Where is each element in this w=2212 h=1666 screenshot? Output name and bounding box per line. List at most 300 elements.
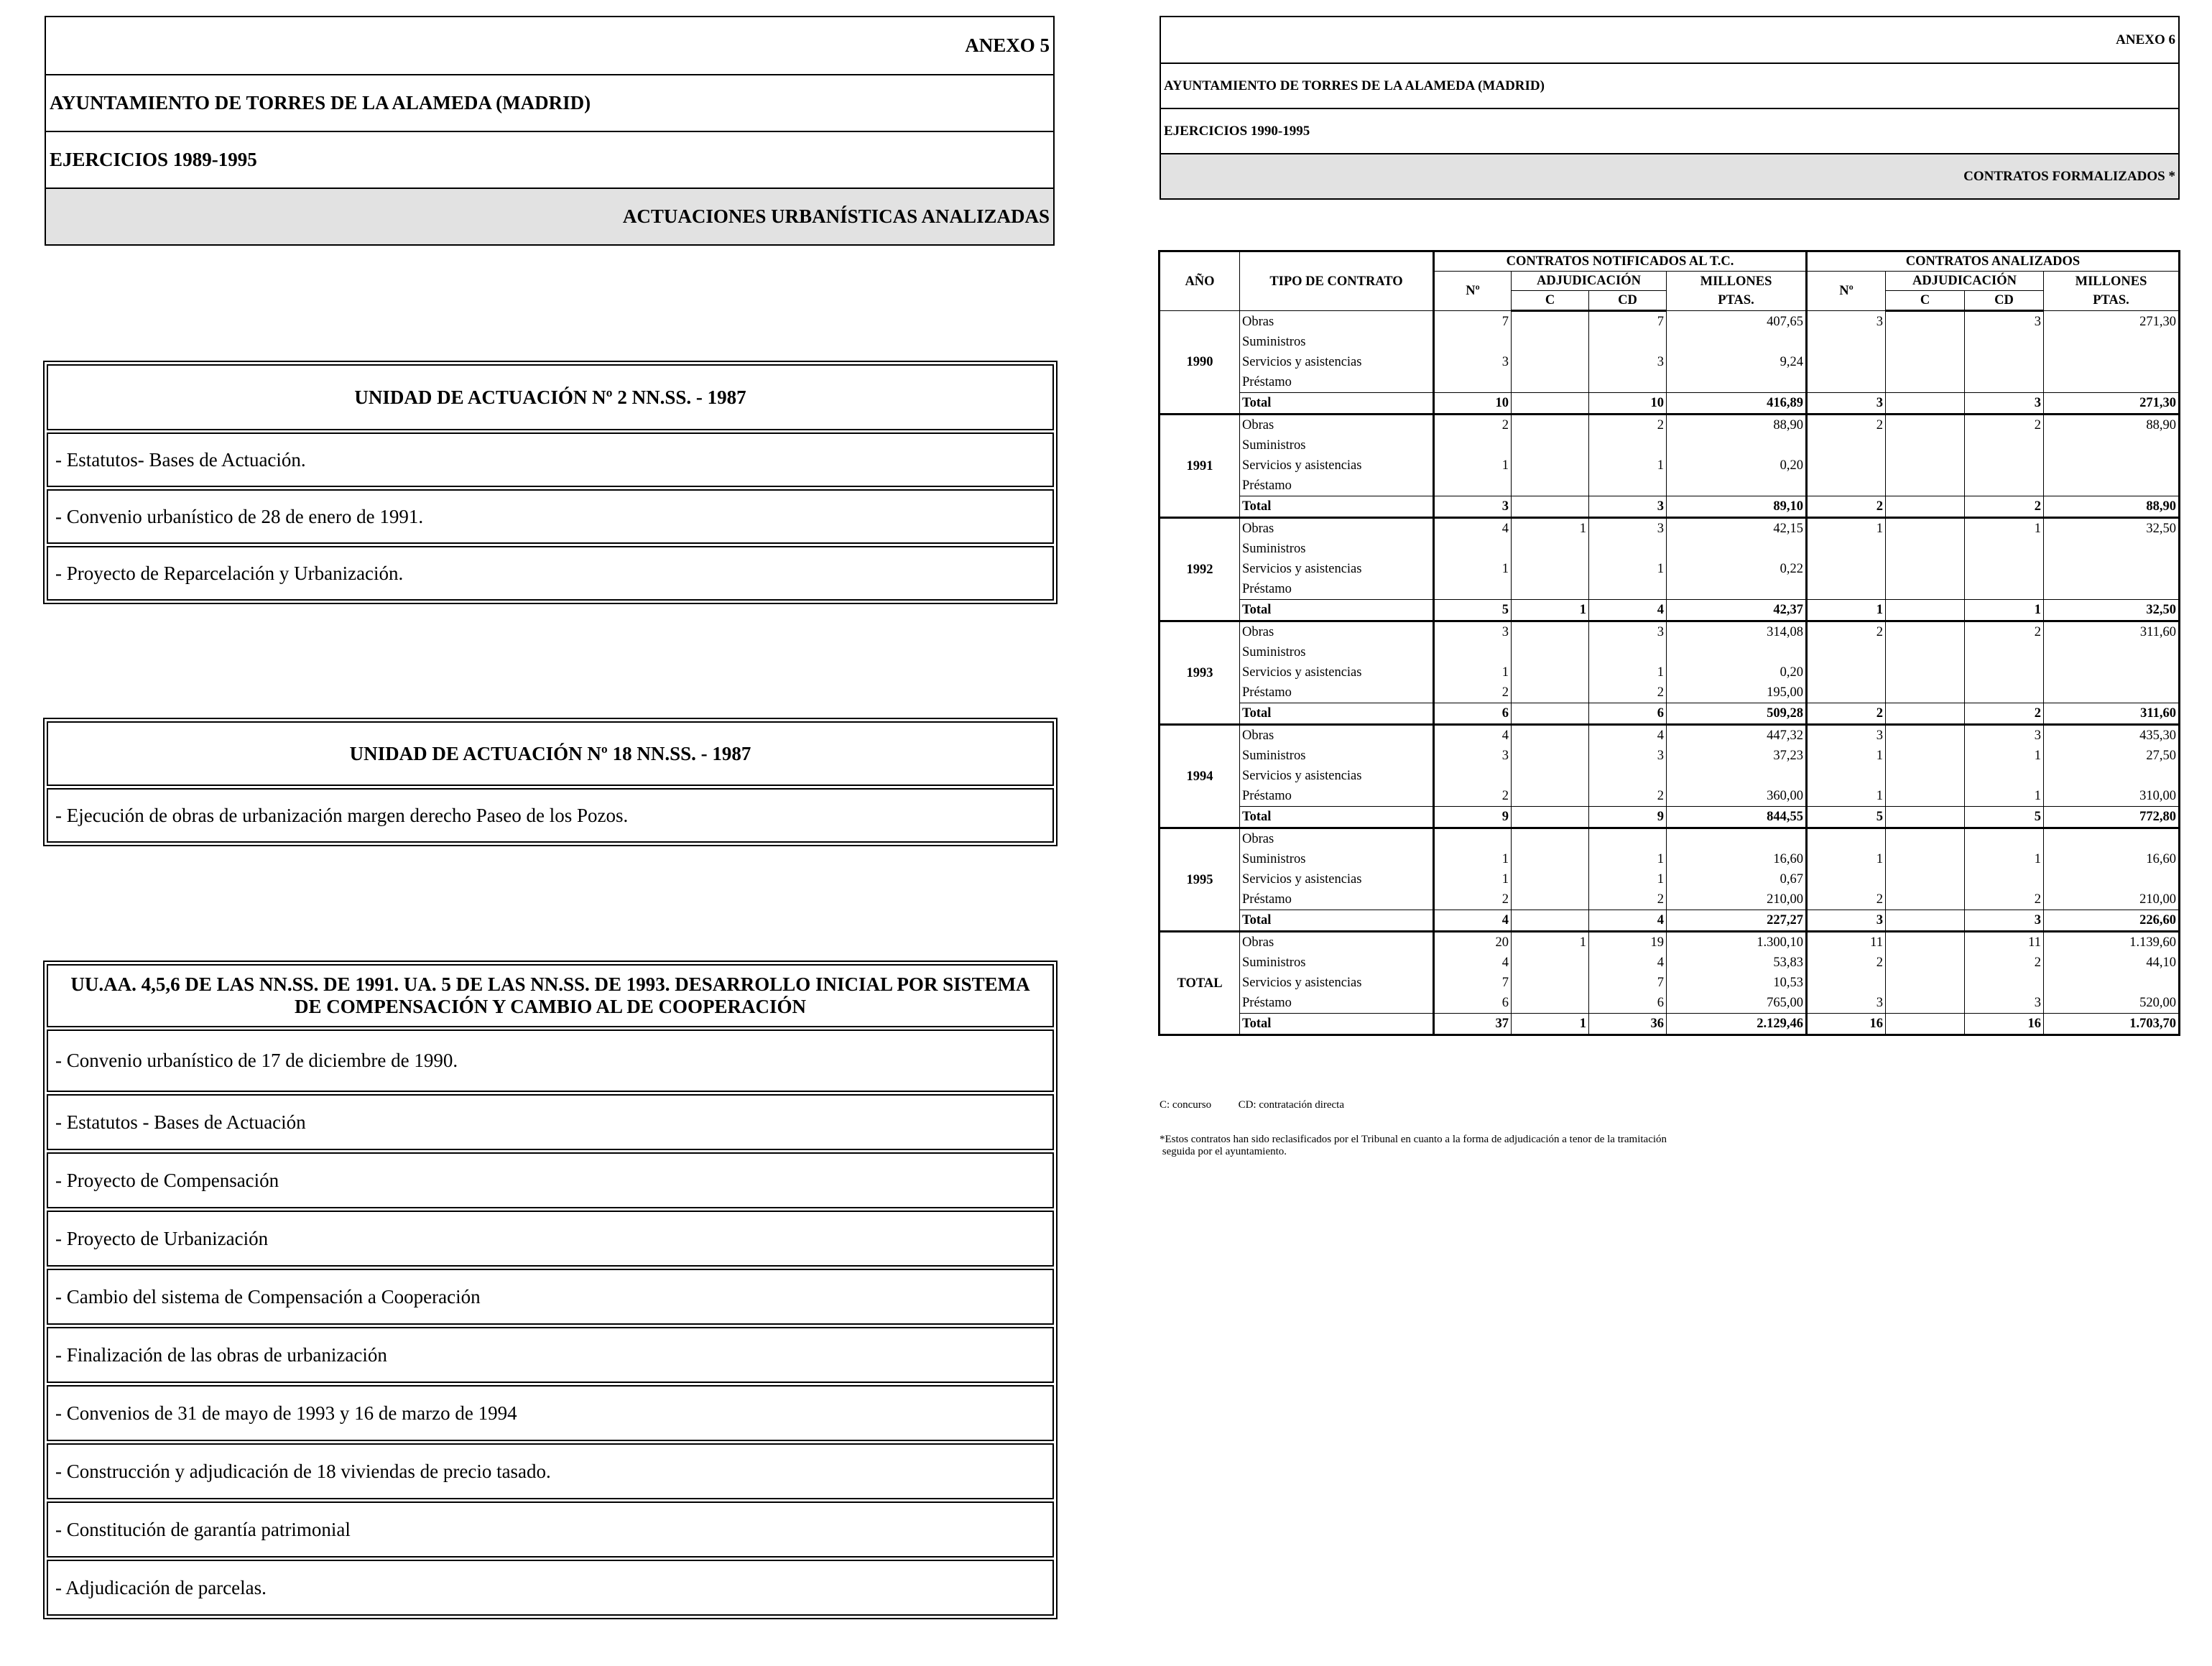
- value-cell: 1: [1434, 869, 1512, 889]
- value-cell: 2: [1807, 703, 1886, 725]
- value-cell: [1512, 746, 1589, 766]
- value-cell: [2044, 579, 2180, 600]
- value-cell: [2044, 455, 2180, 476]
- value-cell: [1886, 332, 1965, 352]
- value-cell: 3: [1434, 746, 1512, 766]
- value-cell: 1: [1434, 455, 1512, 476]
- value-cell: [1886, 415, 1965, 436]
- value-cell: 16: [1807, 1014, 1886, 1035]
- unit-item: - Construcción y adjudicación de 18 viviendas de precio tasado.: [47, 1443, 1054, 1499]
- table-row: [1160, 662, 2180, 682]
- value-cell: [1886, 746, 1965, 766]
- value-cell: [1965, 973, 2044, 993]
- footnote: [1160, 1134, 1667, 1158]
- ptas-label: PTAS.: [1718, 293, 1754, 307]
- col-n-notified: Nº: [1434, 272, 1512, 311]
- table-total-row: [1160, 1014, 2180, 1035]
- unit-item: - Ejecución de obras de urbanización margen derecho Paseo de los Pozos.: [47, 788, 1054, 843]
- table-row: [1160, 415, 2180, 436]
- value-cell: 2: [1434, 889, 1512, 910]
- year-cell: 1990: [1160, 311, 1240, 415]
- type-cell: Servicios y asistencias: [1240, 766, 1434, 786]
- value-cell: 16: [1965, 1014, 2044, 1035]
- legend-text: C: concurso CD: contratación directa: [1160, 1099, 1345, 1111]
- value-cell: 42,37: [1667, 600, 1807, 621]
- table-total-row: [1160, 600, 2180, 621]
- value-cell: [1512, 476, 1589, 496]
- value-cell: 0,67: [1667, 869, 1807, 889]
- year-cell: 1992: [1160, 518, 1240, 621]
- type-cell: Préstamo: [1240, 786, 1434, 807]
- col-notified: CONTRATOS NOTIFICADOS AL T.C.: [1434, 251, 1807, 272]
- value-cell: 2: [1807, 415, 1886, 436]
- anexo6-header: [1160, 16, 2180, 200]
- value-cell: [1886, 869, 1965, 889]
- type-cell: Suministros: [1240, 746, 1434, 766]
- value-cell: [1434, 435, 1512, 455]
- value-cell: 2: [1434, 682, 1512, 703]
- value-cell: 1: [1512, 600, 1589, 621]
- table-row: [1160, 476, 2180, 496]
- anexo5-header: [45, 16, 1055, 246]
- value-cell: [1589, 372, 1667, 393]
- anexo5-entity: AYUNTAMIENTO DE TORRES DE LA ALAMEDA (MADRID): [46, 74, 1053, 131]
- value-cell: 765,00: [1667, 993, 1807, 1014]
- value-cell: 3: [1589, 621, 1667, 643]
- value-cell: 1: [1965, 518, 2044, 540]
- value-cell: [1512, 332, 1589, 352]
- value-cell: 2: [1434, 786, 1512, 807]
- table-row: [1160, 579, 2180, 600]
- col-year: AÑO: [1160, 251, 1240, 311]
- type-cell: Obras: [1240, 725, 1434, 746]
- value-cell: [1667, 828, 1807, 850]
- value-cell: 3: [1434, 621, 1512, 643]
- value-cell: 3: [1807, 910, 1886, 932]
- value-cell: [1965, 455, 2044, 476]
- value-cell: [1667, 766, 1807, 786]
- value-cell: [2044, 352, 2180, 372]
- value-cell: 16,60: [1667, 849, 1807, 869]
- value-cell: 772,80: [2044, 807, 2180, 828]
- unit-title: UNIDAD DE ACTUACIÓN Nº 18 NN.SS. - 1987: [47, 721, 1054, 786]
- value-cell: [1807, 579, 1886, 600]
- value-cell: [1434, 372, 1512, 393]
- value-cell: [1807, 642, 1886, 662]
- value-cell: [1512, 539, 1589, 559]
- value-cell: 1: [1512, 1014, 1589, 1035]
- value-cell: 7: [1589, 973, 1667, 993]
- value-cell: 210,00: [1667, 889, 1807, 910]
- value-cell: 4: [1589, 910, 1667, 932]
- value-cell: [1512, 579, 1589, 600]
- value-cell: 37: [1434, 1014, 1512, 1035]
- value-cell: [1589, 332, 1667, 352]
- anexo5-period: EJERCICIOS 1989-1995: [46, 131, 1053, 188]
- type-cell: Total: [1240, 1014, 1434, 1035]
- contracts-table: [1158, 250, 2180, 1036]
- value-cell: [1886, 910, 1965, 932]
- value-cell: [1807, 869, 1886, 889]
- value-cell: 36: [1589, 1014, 1667, 1035]
- col-analyzed: CONTRATOS ANALIZADOS: [1807, 251, 2180, 272]
- unit-item: - Estatutos- Bases de Actuación.: [47, 432, 1054, 487]
- value-cell: [1434, 766, 1512, 786]
- value-cell: 271,30: [2044, 393, 2180, 415]
- value-cell: [2044, 869, 2180, 889]
- unit-item: - Finalización de las obras de urbanización: [47, 1327, 1054, 1383]
- value-cell: [1965, 828, 2044, 850]
- value-cell: [1807, 372, 1886, 393]
- type-cell: Obras: [1240, 828, 1434, 850]
- type-cell: Suministros: [1240, 849, 1434, 869]
- col-cd-analyzed: CD: [1965, 291, 2044, 311]
- value-cell: 1: [1965, 786, 2044, 807]
- value-cell: [1807, 435, 1886, 455]
- table-total-row: [1160, 496, 2180, 518]
- value-cell: [1886, 953, 1965, 973]
- value-cell: [1512, 662, 1589, 682]
- value-cell: [1807, 828, 1886, 850]
- footnote-line1: *Estos contratos han sido reclasificados por el Tribunal en cuanto a la forma de adjudicación a tenor de la tramitación: [1160, 1134, 1667, 1145]
- value-cell: [1965, 476, 2044, 496]
- value-cell: 2: [1589, 889, 1667, 910]
- value-cell: 1.703,70: [2044, 1014, 2180, 1035]
- value-cell: 2: [1965, 703, 2044, 725]
- value-cell: 1: [1512, 518, 1589, 540]
- value-cell: [1886, 682, 1965, 703]
- value-cell: [1965, 559, 2044, 579]
- value-cell: [1512, 496, 1589, 518]
- value-cell: [1434, 476, 1512, 496]
- value-cell: 88,90: [2044, 496, 2180, 518]
- value-cell: 19: [1589, 932, 1667, 953]
- table-row: [1160, 828, 2180, 850]
- value-cell: [1434, 642, 1512, 662]
- value-cell: 4: [1434, 725, 1512, 746]
- value-cell: 2: [1965, 953, 2044, 973]
- value-cell: [1807, 352, 1886, 372]
- value-cell: 5: [1434, 600, 1512, 621]
- value-cell: 1: [1965, 849, 2044, 869]
- value-cell: [1965, 352, 2044, 372]
- value-cell: 6: [1589, 703, 1667, 725]
- year-cell: 1993: [1160, 621, 1240, 725]
- unit-item: - Convenio urbanístico de 28 de enero de 1991.: [47, 489, 1054, 544]
- value-cell: [1512, 786, 1589, 807]
- value-cell: [1667, 642, 1807, 662]
- value-cell: 7: [1589, 311, 1667, 333]
- value-cell: 435,30: [2044, 725, 2180, 746]
- value-cell: 3: [1589, 352, 1667, 372]
- type-cell: Servicios y asistencias: [1240, 352, 1434, 372]
- table-total-row: [1160, 393, 2180, 415]
- value-cell: [1807, 476, 1886, 496]
- value-cell: 9: [1434, 807, 1512, 828]
- value-cell: [1434, 332, 1512, 352]
- value-cell: [1512, 455, 1589, 476]
- unit-item: - Convenios de 31 de mayo de 1993 y 16 de marzo de 1994: [47, 1385, 1054, 1441]
- type-cell: Obras: [1240, 518, 1434, 540]
- value-cell: 1: [1434, 849, 1512, 869]
- value-cell: [1667, 476, 1807, 496]
- value-cell: 3: [1965, 311, 2044, 333]
- value-cell: 10: [1434, 393, 1512, 415]
- value-cell: 11: [1965, 932, 2044, 953]
- value-cell: 11: [1807, 932, 1886, 953]
- value-cell: [1512, 766, 1589, 786]
- value-cell: [1886, 600, 1965, 621]
- type-cell: Obras: [1240, 621, 1434, 643]
- value-cell: [1965, 662, 2044, 682]
- value-cell: 0,22: [1667, 559, 1807, 579]
- value-cell: 10,53: [1667, 973, 1807, 993]
- value-cell: [1965, 539, 2044, 559]
- unit-box-ua2: [43, 361, 1058, 604]
- col-c-notified: C: [1512, 291, 1589, 311]
- value-cell: [1886, 393, 1965, 415]
- table-row: [1160, 889, 2180, 910]
- table-row: [1160, 869, 2180, 889]
- millones-label: MILLONES: [1700, 274, 1772, 289]
- value-cell: 1: [1434, 662, 1512, 682]
- value-cell: 1: [1589, 662, 1667, 682]
- unit-title: UU.AA. 4,5,6 DE LAS NN.SS. DE 1991. UA. 5 DE LAS NN.SS. DE 1993. DESARROLLO INICIAL POR SISTEMA DE COMPENSACIÓN Y CAMBIO AL DE COOPERACIÓN: [47, 964, 1054, 1027]
- table-total-row: [1160, 910, 2180, 932]
- value-cell: 6: [1434, 703, 1512, 725]
- value-cell: 1: [1965, 746, 2044, 766]
- value-cell: [1512, 352, 1589, 372]
- table-row: [1160, 682, 2180, 703]
- value-cell: [2044, 559, 2180, 579]
- value-cell: 3: [1965, 725, 2044, 746]
- value-cell: [1886, 311, 1965, 333]
- table-row: [1160, 725, 2180, 746]
- value-cell: 4: [1589, 725, 1667, 746]
- value-cell: 3: [1434, 496, 1512, 518]
- value-cell: 1: [1807, 600, 1886, 621]
- year-cell: 1991: [1160, 415, 1240, 518]
- value-cell: [1886, 642, 1965, 662]
- table-row: [1160, 766, 2180, 786]
- table-row: [1160, 311, 2180, 333]
- value-cell: [1886, 703, 1965, 725]
- type-cell: Préstamo: [1240, 682, 1434, 703]
- value-cell: 3: [1965, 393, 2044, 415]
- table-row: [1160, 539, 2180, 559]
- value-cell: 3: [1807, 393, 1886, 415]
- table-row: [1160, 372, 2180, 393]
- value-cell: [1886, 579, 1965, 600]
- anexo6-section: CONTRATOS FORMALIZADOS *: [1161, 153, 2178, 198]
- col-cd-notified: CD: [1589, 291, 1667, 311]
- value-cell: 2: [1965, 889, 2044, 910]
- value-cell: [2044, 539, 2180, 559]
- value-cell: [1965, 435, 2044, 455]
- type-cell: Suministros: [1240, 332, 1434, 352]
- table-total-row: [1160, 807, 2180, 828]
- value-cell: [1886, 973, 1965, 993]
- value-cell: 53,83: [1667, 953, 1807, 973]
- value-cell: [1965, 372, 2044, 393]
- value-cell: 1.300,10: [1667, 932, 1807, 953]
- table-row: [1160, 746, 2180, 766]
- value-cell: [2044, 372, 2180, 393]
- anexo6-label: ANEXO 6: [2116, 32, 2175, 47]
- value-cell: 2: [1589, 786, 1667, 807]
- value-cell: [1807, 332, 1886, 352]
- value-cell: [1886, 786, 1965, 807]
- value-cell: [1667, 372, 1807, 393]
- table-row: [1160, 332, 2180, 352]
- value-cell: 2: [1589, 682, 1667, 703]
- value-cell: 2: [1589, 415, 1667, 436]
- value-cell: 407,65: [1667, 311, 1807, 333]
- value-cell: 4: [1434, 518, 1512, 540]
- value-cell: 9: [1589, 807, 1667, 828]
- table-body: [1160, 311, 2180, 1035]
- type-cell: Total: [1240, 703, 1434, 725]
- value-cell: [1807, 682, 1886, 703]
- type-cell: Préstamo: [1240, 372, 1434, 393]
- year-cell: TOTAL: [1160, 932, 1240, 1035]
- value-cell: [2044, 682, 2180, 703]
- value-cell: [1886, 352, 1965, 372]
- value-cell: [1667, 539, 1807, 559]
- table-row: [1160, 455, 2180, 476]
- value-cell: [1886, 539, 1965, 559]
- value-cell: 2: [1965, 496, 2044, 518]
- value-cell: [1886, 889, 1965, 910]
- value-cell: [1886, 766, 1965, 786]
- value-cell: [1807, 973, 1886, 993]
- value-cell: 4: [1434, 953, 1512, 973]
- value-cell: 3: [1965, 993, 2044, 1014]
- value-cell: 2: [1807, 621, 1886, 643]
- value-cell: 89,10: [1667, 496, 1807, 518]
- value-cell: 88,90: [1667, 415, 1807, 436]
- value-cell: 1: [1589, 455, 1667, 476]
- value-cell: [1512, 621, 1589, 643]
- value-cell: [1807, 766, 1886, 786]
- value-cell: [1434, 828, 1512, 850]
- value-cell: 2: [1807, 953, 1886, 973]
- value-cell: 509,28: [1667, 703, 1807, 725]
- type-cell: Obras: [1240, 311, 1434, 333]
- value-cell: 4: [1589, 600, 1667, 621]
- value-cell: [1512, 828, 1589, 850]
- value-cell: [1512, 372, 1589, 393]
- value-cell: 210,00: [2044, 889, 2180, 910]
- table-row: [1160, 518, 2180, 540]
- unit-box-uuaa: [43, 961, 1058, 1619]
- col-n-analyzed: Nº: [1807, 272, 1886, 311]
- value-cell: 1: [1589, 559, 1667, 579]
- value-cell: 226,60: [2044, 910, 2180, 932]
- value-cell: 10: [1589, 393, 1667, 415]
- value-cell: [2044, 662, 2180, 682]
- unit-title: UNIDAD DE ACTUACIÓN Nº 2 NN.SS. - 1987: [47, 364, 1054, 430]
- value-cell: 0,20: [1667, 455, 1807, 476]
- value-cell: 88,90: [2044, 415, 2180, 436]
- unit-item: - Proyecto de Compensación: [47, 1152, 1054, 1208]
- value-cell: 310,00: [2044, 786, 2180, 807]
- table-row: [1160, 352, 2180, 372]
- value-cell: [2044, 476, 2180, 496]
- unit-item: - Estatutos - Bases de Actuación: [47, 1094, 1054, 1150]
- type-cell: Servicios y asistencias: [1240, 869, 1434, 889]
- col-mill-notified: [1667, 272, 1807, 311]
- value-cell: [2044, 435, 2180, 455]
- value-cell: 227,27: [1667, 910, 1807, 932]
- value-cell: 9,24: [1667, 352, 1807, 372]
- value-cell: [2044, 766, 2180, 786]
- value-cell: [1807, 662, 1886, 682]
- type-cell: Total: [1240, 807, 1434, 828]
- value-cell: [1886, 807, 1965, 828]
- table-row: [1160, 559, 2180, 579]
- value-cell: 2: [1965, 621, 2044, 643]
- value-cell: [1589, 476, 1667, 496]
- value-cell: 3: [1589, 746, 1667, 766]
- value-cell: [1589, 828, 1667, 850]
- type-cell: Suministros: [1240, 435, 1434, 455]
- value-cell: 1: [1807, 518, 1886, 540]
- value-cell: [1965, 682, 2044, 703]
- value-cell: 447,32: [1667, 725, 1807, 746]
- value-cell: 1: [1807, 849, 1886, 869]
- value-cell: 0,20: [1667, 662, 1807, 682]
- value-cell: 44,10: [2044, 953, 2180, 973]
- value-cell: [1512, 642, 1589, 662]
- value-cell: [2044, 642, 2180, 662]
- value-cell: [1965, 332, 2044, 352]
- value-cell: 3: [1589, 518, 1667, 540]
- anexo5-section: ACTUACIONES URBANÍSTICAS ANALIZADAS: [46, 188, 1053, 244]
- value-cell: [1434, 539, 1512, 559]
- value-cell: 27,50: [2044, 746, 2180, 766]
- value-cell: 1: [1807, 746, 1886, 766]
- unit-box-ua18: [43, 718, 1058, 846]
- value-cell: [1512, 993, 1589, 1014]
- value-cell: 3: [1807, 993, 1886, 1014]
- value-cell: [1965, 579, 2044, 600]
- value-cell: [2044, 332, 2180, 352]
- value-cell: 7: [1434, 311, 1512, 333]
- type-cell: Préstamo: [1240, 889, 1434, 910]
- value-cell: [1512, 869, 1589, 889]
- value-cell: [1965, 766, 2044, 786]
- value-cell: 311,60: [2044, 621, 2180, 643]
- type-cell: Préstamo: [1240, 476, 1434, 496]
- value-cell: 1: [1589, 849, 1667, 869]
- value-cell: 311,60: [2044, 703, 2180, 725]
- value-cell: [1886, 849, 1965, 869]
- table-row: [1160, 621, 2180, 643]
- type-cell: Suministros: [1240, 953, 1434, 973]
- unit-item: - Constitución de garantía patrimonial: [47, 1501, 1054, 1558]
- type-cell: Obras: [1240, 932, 1434, 953]
- value-cell: 32,50: [2044, 600, 2180, 621]
- value-cell: 20: [1434, 932, 1512, 953]
- table-row: [1160, 435, 2180, 455]
- value-cell: [1965, 869, 2044, 889]
- footnote-line2: seguida por el ayuntamiento.: [1160, 1146, 1287, 1157]
- value-cell: [1886, 476, 1965, 496]
- table-row: [1160, 786, 2180, 807]
- value-cell: [1965, 642, 2044, 662]
- value-cell: [1886, 455, 1965, 476]
